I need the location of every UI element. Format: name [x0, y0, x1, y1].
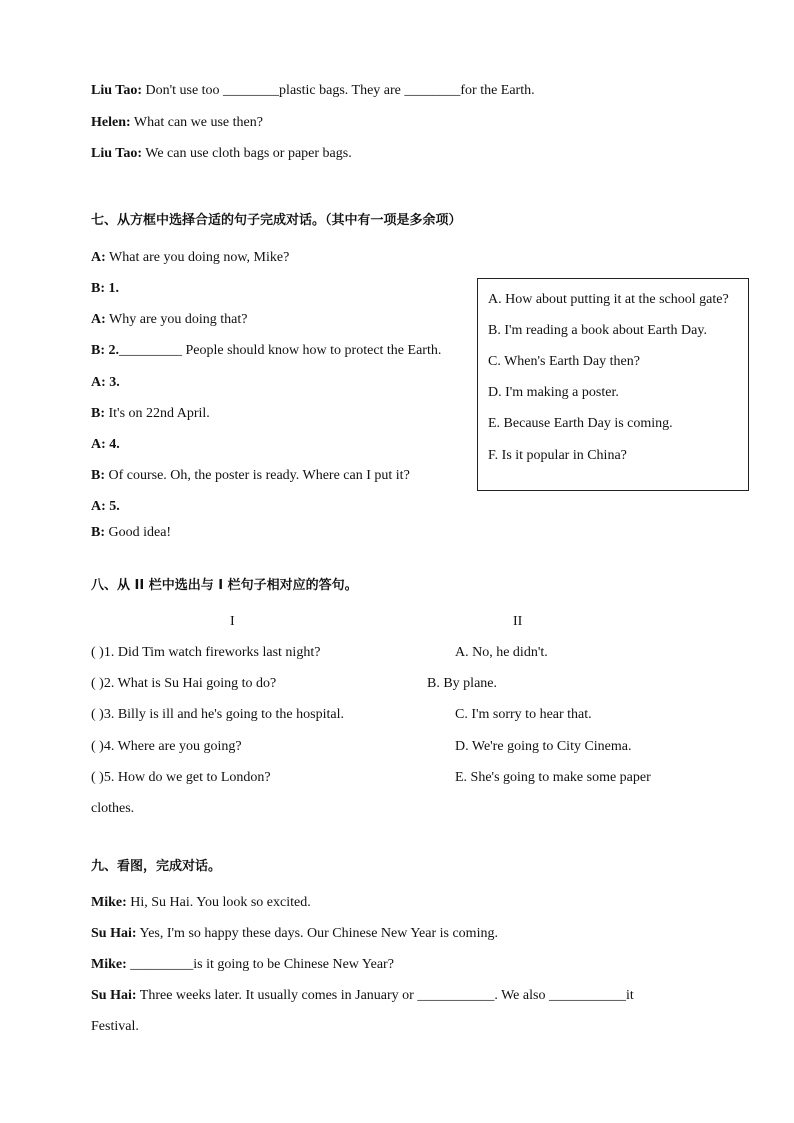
- option-c: C. When's Earth Day then?: [488, 354, 640, 369]
- match-question: ( )5. How do we get to London?: [91, 770, 271, 785]
- dialog-line: Liu Tao: We can use cloth bags or paper bags.: [91, 146, 352, 161]
- dialog-line: A: Why are you doing that?: [91, 312, 248, 327]
- dialog-line: A: 5.: [91, 499, 120, 514]
- dialog-line: Mike: _________is it going to be Chinese New Year?: [91, 957, 394, 972]
- match-question: ( )4. Where are you going?: [91, 739, 242, 754]
- dialog-line: B: 1.: [91, 281, 119, 296]
- dialog-line: B: It's on 22nd April.: [91, 406, 210, 421]
- section-9-heading: 九、看图，完成对话。: [91, 859, 222, 874]
- option-e: E. Because Earth Day is coming.: [488, 416, 673, 431]
- match-answer: D. We're going to City Cinema.: [455, 739, 632, 754]
- option-b: B. I'm reading a book about Earth Day.: [488, 323, 707, 338]
- dialog-line: A: 4.: [91, 437, 120, 452]
- match-answer-wrap: clothes.: [91, 801, 135, 816]
- match-question: ( )3. Billy is ill and he's going to the hospital.: [91, 707, 344, 722]
- dialog-line: A: What are you doing now, Mike?: [91, 250, 290, 265]
- match-answer: C. I'm sorry to hear that.: [455, 707, 592, 722]
- dialog-line: Liu Tao: Don't use too ________plastic bags. They are ________for the Earth.: [91, 83, 535, 98]
- section-8-heading: 八、从 II 栏中选出与 I 栏句子相对应的答句。: [91, 578, 358, 593]
- dialog-line: B: Good idea!: [91, 525, 172, 540]
- dialog-line-wrap: Festival.: [91, 1019, 139, 1034]
- column-label-i: I: [230, 614, 235, 629]
- dialog-line: B: 2._________ People should know how to protect the Earth.: [91, 343, 442, 358]
- option-d: D. I'm making a poster.: [488, 385, 619, 400]
- match-answer: B. By plane.: [427, 676, 497, 691]
- dialog-line: Mike: Hi, Su Hai. You look so excited.: [91, 895, 311, 910]
- dialog-line: Su Hai: Yes, I'm so happy these days. Our Chinese New Year is coming.: [91, 926, 498, 941]
- dialog-line: B: Of course. Oh, the poster is ready. Where can I put it?: [91, 468, 410, 483]
- dialog-line: Helen: What can we use then?: [91, 115, 263, 130]
- dialog-line: A: 3.: [91, 375, 120, 390]
- option-f: F. Is it popular in China?: [488, 448, 627, 463]
- match-answer: E. She's going to make some paper: [455, 770, 651, 785]
- section-7-heading: 七、从方框中选择合适的句子完成对话。（其中有一项是多余项）: [91, 213, 462, 228]
- match-answer: A. No, he didn't.: [455, 645, 548, 660]
- match-question: ( )1. Did Tim watch fireworks last night?: [91, 645, 321, 660]
- dialog-line: Su Hai: Three weeks later. It usually comes in January or ___________. We also ___________it: [91, 988, 634, 1003]
- column-label-ii: II: [513, 614, 523, 629]
- options-box: [477, 278, 749, 491]
- match-question: ( )2. What is Su Hai going to do?: [91, 676, 277, 691]
- option-a: A. How about putting it at the school gate?: [488, 292, 729, 307]
